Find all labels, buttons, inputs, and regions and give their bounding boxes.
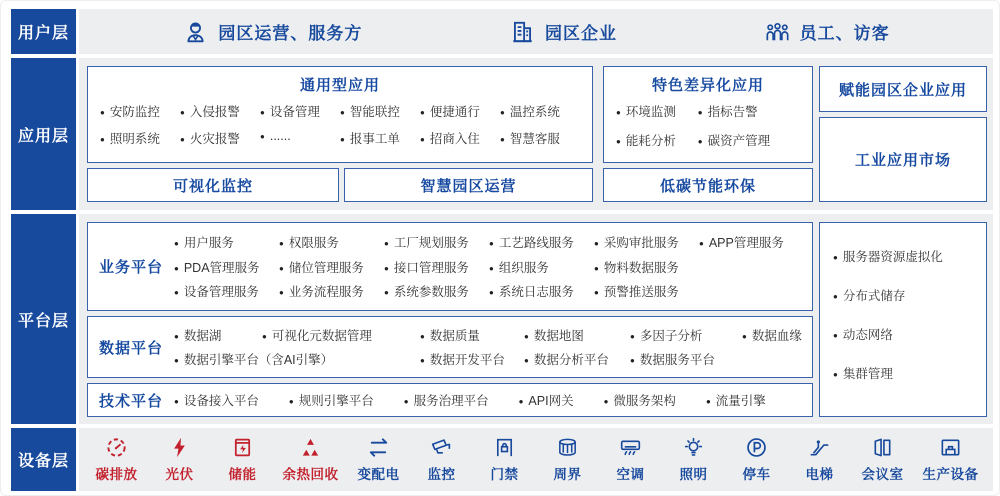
- bullet-icon: ●: [524, 332, 529, 341]
- bullet-icon: ●: [594, 238, 599, 248]
- app-layer-body: [79, 58, 993, 210]
- bullet-icon: ●: [500, 135, 505, 144]
- bullet-icon: ●: [500, 108, 505, 117]
- device-label: 变配电: [357, 467, 400, 482]
- perimeter-icon: [556, 436, 579, 459]
- device-label: 电梯: [805, 467, 834, 482]
- general-apps-box: [87, 66, 593, 163]
- meeting-room-icon: [871, 436, 894, 459]
- bullet-icon: ●: [833, 331, 838, 340]
- featured-apps-box: [603, 66, 813, 163]
- bullet-icon: ●: [100, 108, 105, 117]
- bullet-icon: ●: [260, 108, 265, 117]
- gauge-icon: [105, 436, 128, 459]
- user-layer-row: [11, 9, 993, 54]
- layer-label-platform: 平台层: [11, 214, 76, 424]
- list-item: ● 智慧客服: [500, 132, 560, 146]
- general-apps-title: 通用型应用: [299, 77, 380, 94]
- data-platform-row: [174, 326, 804, 344]
- bullet-icon: ●: [288, 397, 294, 406]
- user-group: [509, 19, 617, 45]
- platform-layer-row: [11, 214, 993, 424]
- bullet-icon: ●: [279, 238, 284, 248]
- device-item: [923, 436, 979, 483]
- user-group: [182, 19, 362, 45]
- bullet-icon: ●: [180, 135, 185, 144]
- list-item: ● 工厂规划服务: [384, 235, 469, 250]
- bullet-icon: ●: [697, 137, 703, 146]
- device-label: 会议室: [861, 467, 904, 482]
- device-layer-row: [11, 428, 993, 491]
- bullet-icon: ●: [340, 135, 345, 144]
- data-platform-box: [87, 316, 813, 378]
- list-item: ● 入侵报警: [180, 105, 240, 119]
- device-label: 储能: [228, 467, 257, 482]
- list-item: ● 数据服务平台: [630, 353, 715, 367]
- bullet-icon: ●: [384, 263, 389, 273]
- bullet-icon: ●: [833, 370, 838, 379]
- list-item: ● 权限服务: [279, 235, 339, 250]
- list-item: ● 接口管理服务: [384, 260, 469, 275]
- list-item: ● 便捷通行: [420, 105, 480, 119]
- layer-label-device: 设备层: [11, 428, 76, 491]
- bullet-icon: ●: [630, 332, 635, 341]
- bullet-icon: ●: [279, 288, 284, 298]
- list-item: ● 智能联控: [340, 105, 400, 119]
- device-item: [545, 436, 591, 483]
- device-item: [608, 436, 654, 483]
- featured-apps-title: 特色差异化应用: [651, 77, 764, 94]
- list-item: ● APP管理服务: [699, 235, 784, 250]
- tech-platform-items: [174, 384, 812, 416]
- bullet-icon: ●: [594, 263, 599, 273]
- list-item: ● 规则引擎平台: [288, 394, 374, 408]
- list-item: ● 服务器资源虚拟化: [833, 250, 943, 264]
- device-item: [482, 436, 528, 483]
- cctv-icon: [430, 436, 453, 459]
- bullet-icon: ●: [697, 108, 703, 117]
- list-item: ● 动态网络: [833, 328, 893, 342]
- device-item: [94, 436, 140, 483]
- device-label: 光伏: [165, 467, 194, 482]
- list-item: ● 火灾报警: [180, 132, 240, 146]
- recycle-icon: [299, 436, 322, 459]
- list-item: ● 预警推送服务: [594, 285, 679, 300]
- bullet-icon: ●: [403, 397, 409, 406]
- bullet-icon: ●: [630, 356, 635, 365]
- bullet-icon: ●: [833, 292, 838, 301]
- business-platform-row: [174, 282, 804, 300]
- list-item: ● PDA管理服务: [174, 260, 260, 275]
- data-platform-items: [174, 317, 812, 377]
- list-item: ● 组织服务: [489, 260, 549, 275]
- data-platform-row: [174, 350, 804, 368]
- device-item: [283, 436, 339, 483]
- bullet-icon: ●: [420, 135, 425, 144]
- device-label: 空调: [616, 467, 645, 482]
- layer-label-user: 用户层: [11, 9, 76, 54]
- list-item: ● 设备管理: [260, 105, 320, 119]
- door-lock-icon: [493, 436, 516, 459]
- list-item: ● 设备管理服务: [174, 285, 259, 300]
- lightning-icon: [168, 436, 191, 459]
- bullet-icon: ●: [340, 108, 345, 117]
- business-platform-title: 业务平台: [98, 259, 163, 276]
- device-label: 周界: [553, 467, 582, 482]
- bullet-icon: ●: [174, 356, 179, 365]
- bullet-icon: ●: [616, 137, 621, 146]
- list-item: ● ......: [260, 129, 291, 143]
- bullet-icon: ●: [833, 253, 838, 262]
- bullet-icon: ●: [100, 135, 105, 144]
- list-item: ● 储位管理服务: [279, 260, 364, 275]
- data-platform-title: 数据平台: [98, 339, 163, 357]
- bullet-icon: ●: [705, 397, 711, 406]
- list-item: ● 报事工单: [340, 132, 400, 146]
- user-layer-body: [79, 9, 993, 54]
- bullet-icon: ●: [174, 288, 179, 298]
- featured-apps-items: [612, 102, 804, 149]
- device-item: [419, 436, 465, 483]
- device-label: 余热回收: [282, 467, 339, 482]
- device-label: 监控: [427, 467, 456, 482]
- business-platform-row: [174, 233, 804, 251]
- tech-platform-title: 技术平台: [98, 392, 163, 410]
- list-item: ● 系统参数服务: [384, 285, 469, 300]
- bullet-icon: ●: [174, 238, 179, 248]
- people-icon: [764, 19, 791, 45]
- device-item: [860, 436, 906, 483]
- list-item: ● 设备接入平台: [174, 394, 259, 408]
- list-item: ● 碳资产管理: [697, 134, 771, 148]
- list-item: ● 工艺路线服务: [489, 235, 574, 250]
- list-item: ● 指标告警: [697, 105, 758, 119]
- general-apps-items: [98, 100, 582, 147]
- bullet-icon: ●: [616, 108, 621, 117]
- list-item: ● 集群管理: [833, 367, 893, 381]
- bullet-icon: ●: [699, 238, 704, 248]
- bullet-icon: ●: [742, 332, 747, 341]
- list-item: ● 用户服务: [174, 235, 234, 250]
- bullet-icon: ●: [420, 108, 425, 117]
- bullet-icon: ●: [603, 397, 609, 406]
- visual-monitoring-box: 可视化监控: [87, 168, 339, 202]
- list-item: ● 服务治理平台: [403, 394, 489, 408]
- bullet-icon: ●: [420, 332, 425, 341]
- smart-park-ops-box: 智慧园区运营: [344, 168, 593, 202]
- list-item: ● 数据引擎平台（含AI引擎）: [174, 353, 334, 367]
- user-group-label: 园区运营、服务方: [218, 24, 363, 43]
- list-item: ● 数据地图: [524, 329, 584, 343]
- list-item: ● 数据湖: [174, 329, 222, 343]
- list-item: ● 数据质量: [420, 329, 480, 343]
- list-item: ● 多因子分析: [630, 329, 703, 343]
- device-label: 门禁: [490, 467, 519, 482]
- list-item: ● 照明系统: [100, 132, 160, 146]
- bullet-icon: ●: [489, 288, 494, 298]
- device-label: 停车: [742, 467, 771, 482]
- layer-label-app: 应用层: [11, 58, 76, 210]
- bullet-icon: ●: [180, 108, 185, 117]
- list-item: ● 采购审批服务: [594, 235, 679, 250]
- parking-icon: [745, 436, 768, 459]
- device-item: [797, 436, 843, 483]
- list-item: ● 数据血缘: [742, 329, 802, 343]
- user-group-label: 园区企业: [544, 24, 617, 43]
- list-item: ● 分布式储存: [833, 289, 906, 303]
- bullet-icon: ●: [384, 238, 389, 248]
- device-item: [356, 436, 402, 483]
- list-item: ● 能耗分析: [616, 134, 676, 148]
- list-item: ● 微服务架构: [603, 394, 676, 408]
- business-platform-box: [87, 222, 813, 311]
- business-platform-row: [174, 258, 804, 276]
- list-item: ● 物料数据服务: [594, 260, 679, 275]
- list-item: ● 系统日志服务: [489, 285, 574, 300]
- business-platform-items: [174, 223, 812, 310]
- device-item: [671, 436, 717, 483]
- list-item: ● 可视化元数据管理: [262, 329, 372, 343]
- bullet-icon: ●: [262, 332, 267, 341]
- list-item: ● 招商入住: [420, 132, 480, 146]
- bullet-icon: ●: [279, 263, 284, 273]
- list-item: ● 数据分析平台: [524, 353, 609, 367]
- air-conditioner-icon: [619, 436, 642, 459]
- device-label: 碳排放: [95, 467, 138, 482]
- building-icon: [509, 19, 536, 45]
- list-item: ● 安防监控: [100, 105, 160, 119]
- light-bulb-icon: [682, 436, 705, 459]
- bullet-icon: ●: [524, 356, 529, 365]
- infrastructure-box: [819, 222, 987, 417]
- list-item: ● 数据开发平台: [420, 353, 505, 367]
- device-label: 照明: [679, 467, 708, 482]
- bullet-icon: ●: [489, 263, 494, 273]
- bullet-icon: ●: [420, 356, 425, 365]
- device-item: [734, 436, 780, 483]
- device-item: [220, 436, 266, 483]
- industrial-market-box: 工业应用市场: [819, 117, 987, 202]
- bullet-icon: ●: [174, 332, 179, 341]
- empower-apps-box: 赋能园区企业应用: [819, 66, 987, 112]
- tech-platform-box: [87, 383, 813, 417]
- worker-icon: [182, 19, 209, 45]
- battery-icon: [231, 436, 254, 459]
- bullet-icon: ●: [489, 238, 494, 248]
- exchange-arrows-icon: [367, 436, 390, 459]
- list-item: ● API网关: [518, 394, 574, 408]
- bullet-icon: ●: [260, 132, 265, 141]
- list-item: ● 环境监测: [616, 105, 676, 119]
- device-item: [157, 436, 203, 483]
- device-label: 生产设备: [922, 467, 979, 482]
- list-item: ● 温控系统: [500, 105, 560, 119]
- list-item: ● 流量引擎: [705, 394, 766, 408]
- bullet-icon: ●: [174, 397, 179, 406]
- bullet-icon: ●: [384, 288, 389, 298]
- escalator-icon: [808, 436, 831, 459]
- bullet-icon: ●: [174, 263, 179, 273]
- platform-layer-body: [79, 214, 993, 424]
- device-layer-body: [79, 428, 993, 491]
- user-group-label: 员工、访客: [799, 24, 890, 43]
- bullet-icon: ●: [518, 397, 524, 406]
- user-group: [764, 19, 890, 45]
- list-item: ● 业务流程服务: [279, 285, 364, 300]
- bullet-icon: ●: [594, 288, 599, 298]
- production-equipment-icon: [939, 436, 962, 459]
- app-layer-row: [11, 58, 993, 210]
- low-carbon-box: 低碳节能环保: [603, 168, 813, 202]
